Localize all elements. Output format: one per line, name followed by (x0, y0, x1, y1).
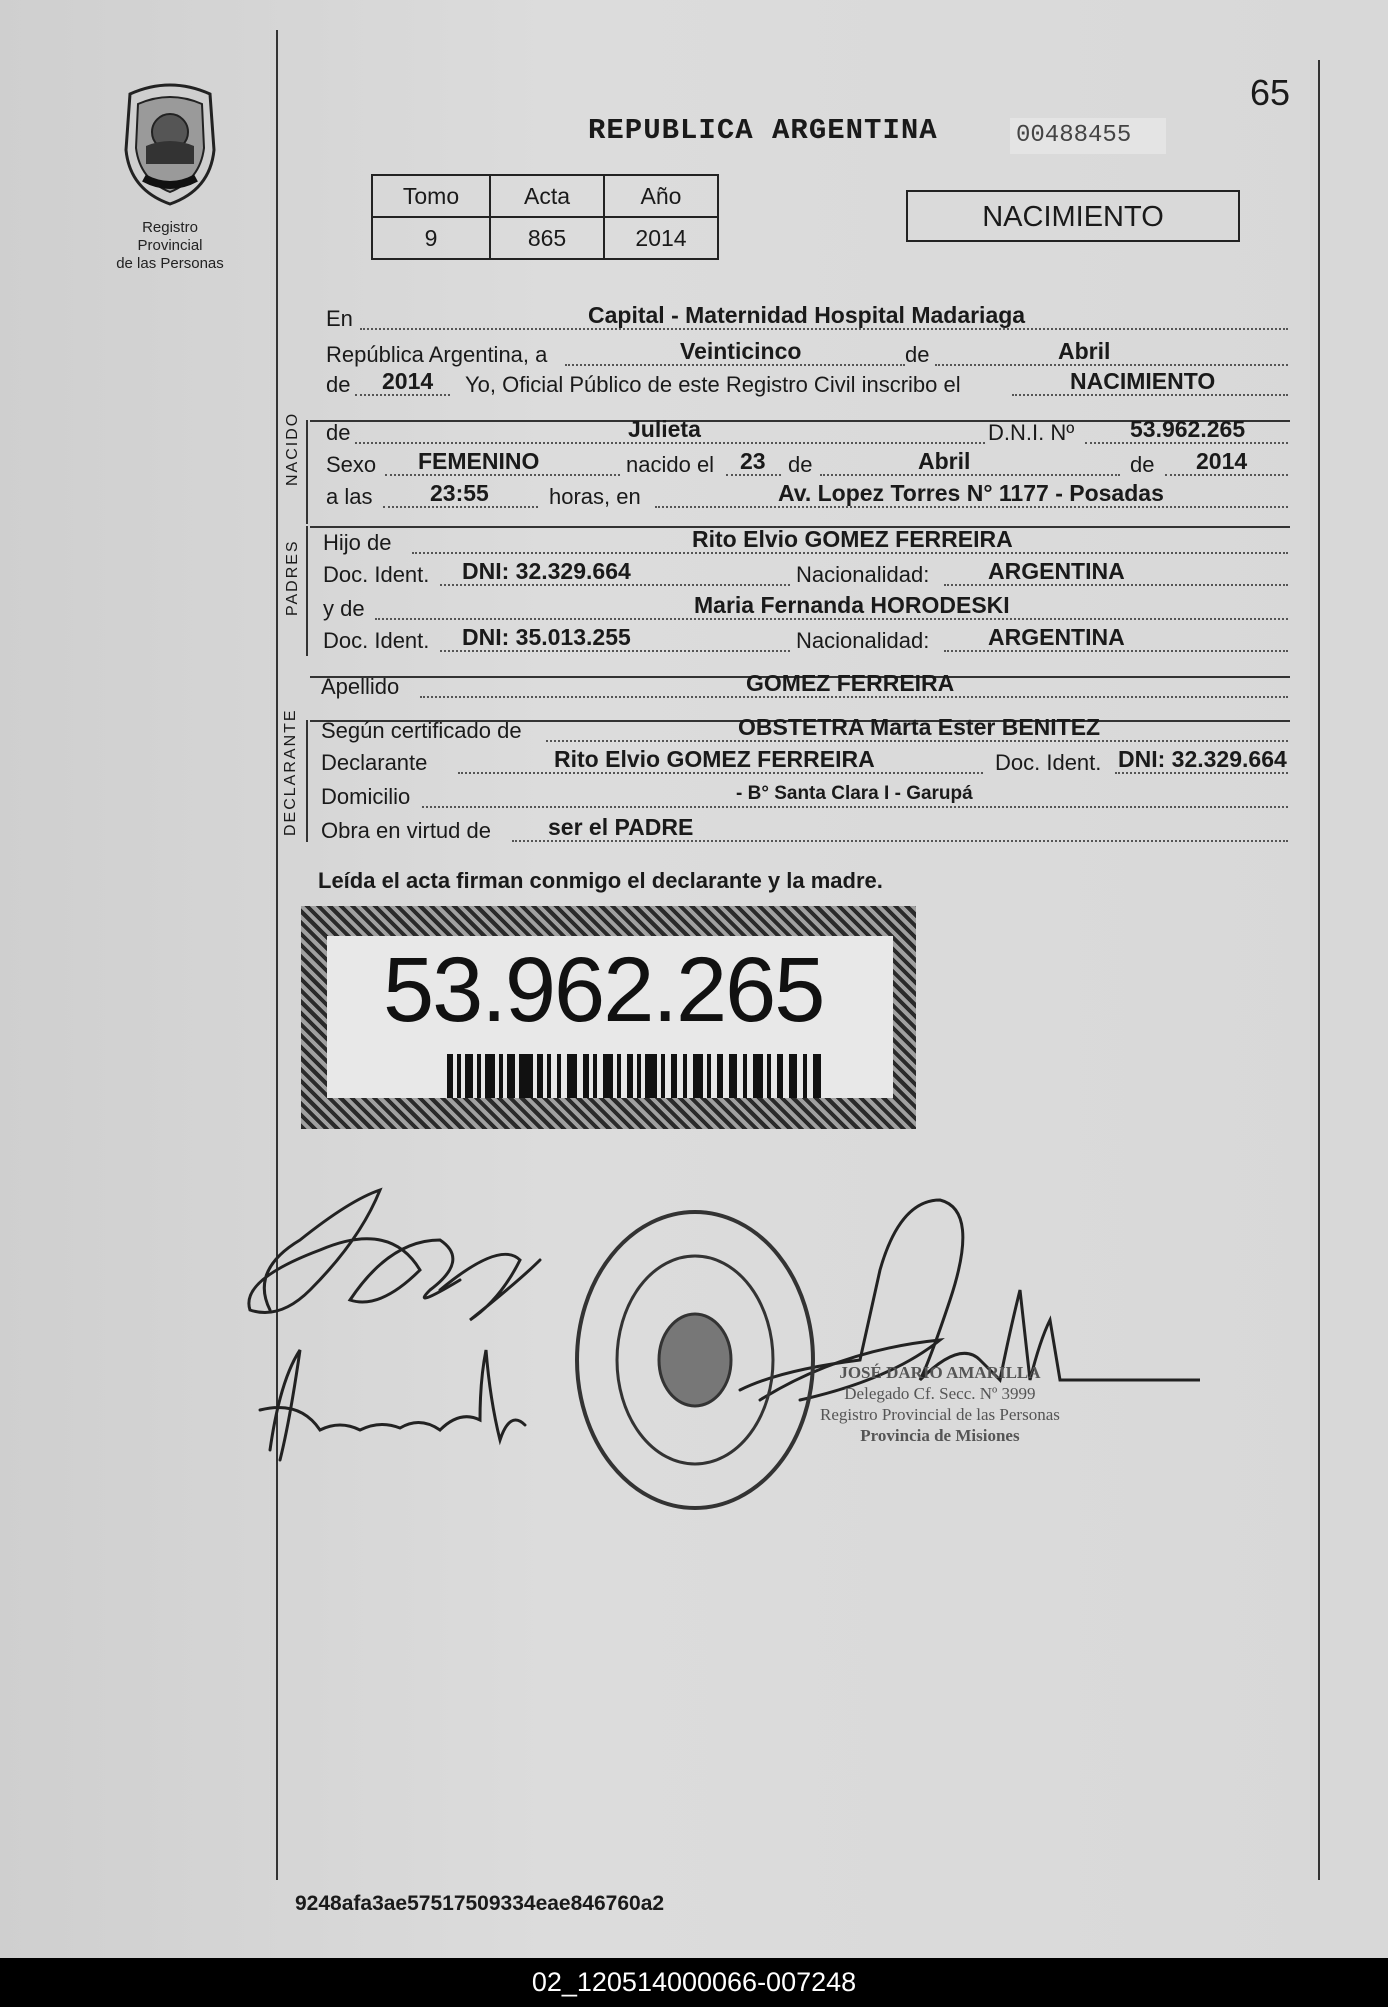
birth-year: 2014 (1196, 448, 1248, 474)
nacionalidad-label: Nacionalidad: (796, 562, 930, 587)
barcode-icon (447, 1054, 823, 1098)
mother-signature (260, 1350, 525, 1460)
father-doc: DNI: 32.329.664 (462, 558, 631, 584)
horas-label: horas, en (549, 484, 641, 509)
official-province: Provincia de Misiones (860, 1426, 1020, 1445)
section-bracket (306, 420, 308, 524)
misiones-seal-icon (110, 80, 230, 208)
table-header-row (372, 175, 718, 217)
obra-label: Obra en virtud de (321, 818, 491, 843)
declarante-value: Rito Elvio GOMEZ FERREIRA (554, 746, 875, 772)
nacido-el-label: nacido el (626, 452, 715, 477)
hijo-de-label: Hijo de (323, 530, 392, 555)
dni-stamp-number: 53.962.265 (383, 939, 824, 1041)
mother-doc: DNI: 35.013.255 (462, 624, 631, 650)
birth-place: Av. Lopez Torres N° 1177 - Posadas (778, 480, 1164, 506)
closing-statement: Leída el acta firman conmigo el declarante y la madre. (318, 868, 883, 893)
place-value: Capital - Maternidad Hospital Madariaga (588, 302, 1026, 328)
ano-value: 2014 (604, 217, 718, 259)
logo-caption-line1: Registro Provincial (137, 219, 203, 254)
inscribo-value: NACIMIENTO (1070, 368, 1216, 394)
dni-stamp-inner (327, 936, 893, 1098)
dotted-line (422, 806, 1288, 808)
mother-nationality: ARGENTINA (988, 624, 1125, 650)
obra-value: ser el PADRE (548, 814, 694, 840)
official-title: Delegado Cf. Secc. Nº 3999 (844, 1384, 1036, 1403)
child-dni: 53.962.265 (1130, 416, 1246, 442)
official-seal (577, 1212, 813, 1508)
country-title: REPUBLICA ARGENTINA (588, 114, 938, 147)
birth-month: Abril (918, 448, 971, 474)
segun-label: Según certificado de (321, 718, 522, 743)
official-stamp (820, 1362, 1060, 1446)
father-name: Rito Elvio GOMEZ FERREIRA (692, 526, 1013, 552)
birth-time: 23:55 (430, 480, 489, 506)
document-hash: 9248afa3ae57517509334eae846760a2 (295, 1892, 665, 1915)
month-value: Abril (1058, 338, 1111, 364)
doc-label: Doc. Ident. (323, 628, 430, 653)
serial-number: 00488455 (1010, 118, 1166, 154)
record-type-box: NACIMIENTO (906, 190, 1240, 242)
child-name: Julieta (628, 416, 701, 442)
de-label: de (905, 342, 930, 367)
logo-caption-line2: de las Personas (116, 255, 224, 272)
apellido-value: GOMEZ FERREIRA (746, 670, 955, 696)
day-value: Veinticinco (680, 338, 802, 364)
nacido-section-label: NACIDO (284, 411, 301, 486)
birth-day: 23 (740, 448, 766, 474)
year-value: 2014 (382, 368, 434, 394)
declarant-signature (249, 1190, 460, 1313)
tomo-acta-ano-table (371, 174, 719, 260)
footer-id: 02_120514000066-007248 (0, 1958, 1388, 2007)
inscribo-label: Yo, Oficial Público de este Registro Civil inscribo el (465, 372, 961, 397)
doc-label: Doc. Ident. (995, 750, 1102, 775)
logo-caption (110, 219, 230, 273)
domicilio-value: - B° Santa Clara I - Garupá (736, 783, 973, 804)
apellido-label: Apellido (321, 674, 400, 699)
de-year-label: de (1130, 452, 1155, 477)
de-year-label: de (326, 372, 351, 397)
section-bracket (306, 526, 308, 656)
en-label: En (326, 306, 353, 331)
declarante-section-label: DECLARANTE (282, 708, 299, 836)
tomo-header: Tomo (372, 175, 490, 217)
official-office: Registro Provincial de las Personas (820, 1405, 1060, 1424)
republica-label: República Argentina, a (326, 342, 548, 367)
right-margin-line (1318, 60, 1320, 1880)
left-margin-line (276, 30, 278, 1880)
acta-header: Acta (490, 175, 604, 217)
acta-value: 865 (490, 217, 604, 259)
section-bracket (306, 720, 308, 842)
declarante-doc: DNI: 32.329.664 (1118, 746, 1287, 772)
mother-name: Maria Fernanda HORODESKI (694, 592, 1010, 618)
de-label: de (326, 420, 351, 445)
declarante-label: Declarante (321, 750, 428, 775)
page-number: 65 (1250, 72, 1291, 113)
nacionalidad-label: Nacionalidad: (796, 628, 930, 653)
doc-label: Doc. Ident. (323, 562, 430, 587)
alas-label: a las (326, 484, 373, 509)
ano-header: Año (604, 175, 718, 217)
de-month-label: de (788, 452, 813, 477)
dni-stamp (301, 906, 916, 1129)
official-name: JOSÉ DARIO AMARILLA (839, 1363, 1041, 1382)
dni-label: D.N.I. Nº (988, 420, 1075, 445)
domicilio-label: Domicilio (321, 784, 411, 809)
sexo-value: FEMENINO (418, 448, 540, 474)
sexo-label: Sexo (326, 452, 377, 477)
dotted-line (935, 364, 1288, 366)
registry-logo (110, 80, 230, 273)
certificado-value: OBSTETRA Marta Ester BENITEZ (738, 714, 1101, 740)
padres-section-label: PADRES (284, 539, 301, 616)
table-value-row (372, 217, 718, 259)
tomo-value: 9 (372, 217, 490, 259)
signatures-area (240, 1180, 1200, 1510)
y-de-label: y de (323, 596, 365, 621)
father-nationality: ARGENTINA (988, 558, 1125, 584)
